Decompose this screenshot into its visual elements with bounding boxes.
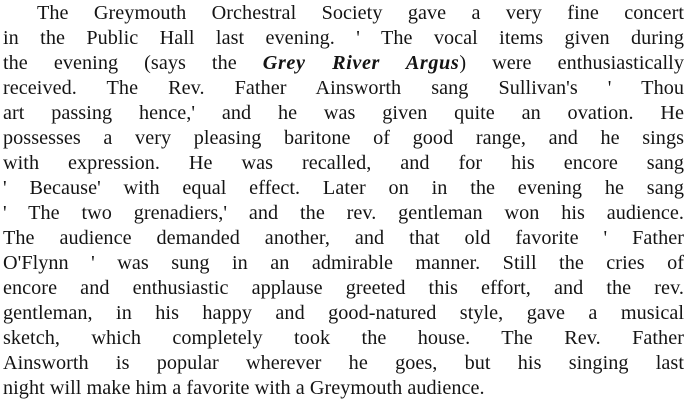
article-line: encore and enthusiastic applause greeted this effort, and the rev. [3, 277, 684, 299]
article-line: ' The two grenadiers,' and the rev. gentleman won his audience. [3, 202, 684, 224]
article-line: ' Because' with equal effect. Later on in the evening he sang [3, 177, 684, 199]
article-line: art passing hence,' and he was given quite an ovation. He [3, 102, 684, 124]
article-line: night will make him a favorite with a Greymouth audience. [3, 377, 485, 399]
article-line: with expression. He was recalled, and for his encore sang [3, 152, 684, 174]
article-line: O'Flynn ' was sung in an admirable manner. Still the cries of [3, 252, 684, 274]
article-line: possesses a very pleasing baritone of good range, and he sings [3, 127, 684, 149]
article-line: The audience demanded another, and that old favorite ' Father [3, 227, 684, 249]
article-line: The Greymouth Orchestral Society gave a very fine concert [37, 2, 684, 24]
article-line: in the Public Hall last evening. ' The vocal items given during [3, 27, 684, 49]
newspaper-title: Grey River Argus [262, 52, 460, 74]
article-line: received. The Rev. Father Ainsworth sang Sullivan's ' Thou [3, 77, 684, 99]
article-line: the evening (says the Grey River Argus) were enthusiastically [3, 52, 684, 74]
article-line: gentleman, in his happy and good-natured style, gave a musical [3, 302, 684, 324]
article-line: sketch, which completely took the house. The Rev. Father [3, 327, 684, 349]
article-line: Ainsworth is popular wherever he goes, but his singing last [3, 352, 684, 374]
